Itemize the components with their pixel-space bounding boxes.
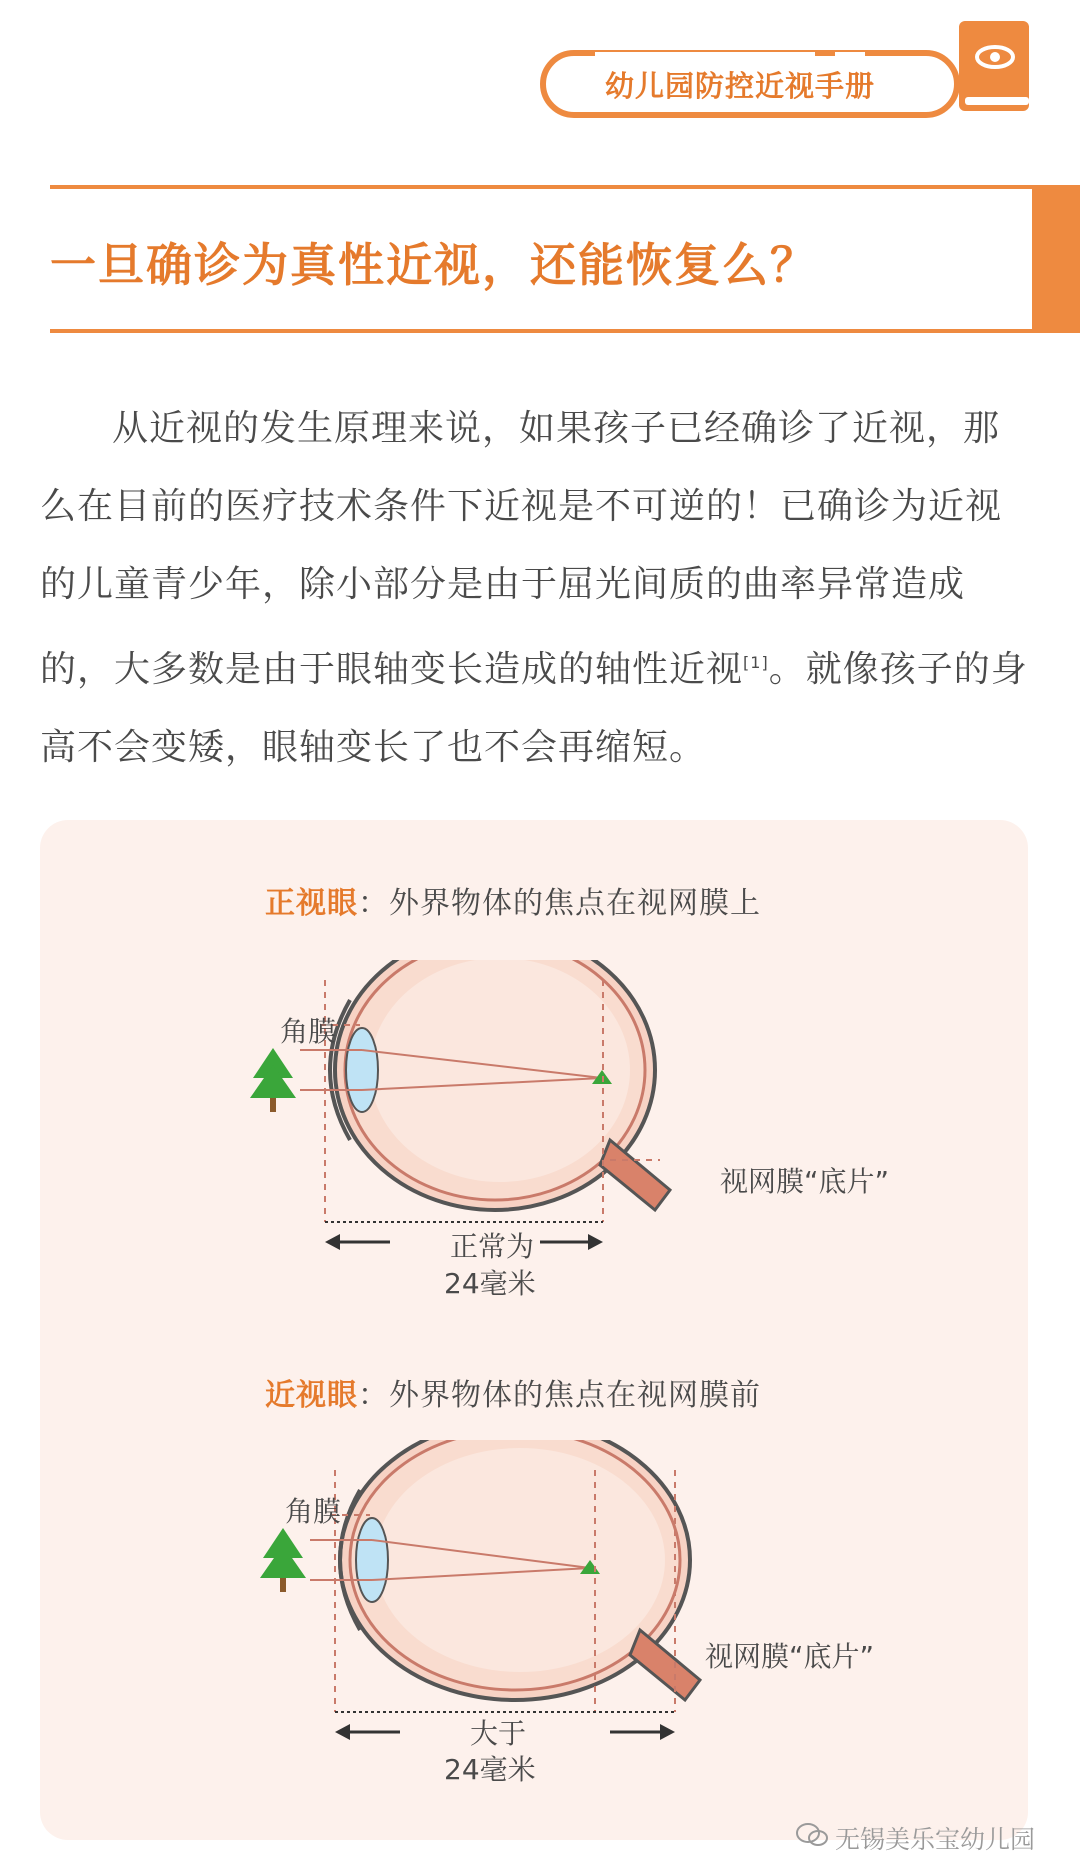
normal-eye-term: 正视眼 bbox=[265, 886, 358, 921]
cornea-label: 角膜 bbox=[280, 1015, 337, 1048]
paragraph-text-end: 。就像孩子的身高不会变矮，眼轴变长了也不会再缩短。 bbox=[40, 649, 1028, 768]
tree-icon bbox=[260, 1528, 306, 1592]
title-band bbox=[50, 185, 1080, 333]
paragraph-text: 从近视的发生原理来说，如果孩子已经确诊了近视，那么在目前的医疗技术条件下近视是不可逆的！已确诊为近视的儿童青少年，除小部分是由于屈光间质的曲率异常造成的，大多数是由于眼轴变长造成的轴性近视 bbox=[40, 408, 1003, 690]
length-value: 24毫米 bbox=[444, 1753, 536, 1786]
length-label: 正常为 bbox=[450, 1230, 535, 1263]
cornea-label: 角膜 bbox=[285, 1495, 342, 1528]
myopia-eye-desc: ：外界物体的焦点在视网膜前 bbox=[358, 1378, 761, 1413]
handbook-title: 幼儿园防控近视手册 bbox=[605, 69, 876, 103]
header-badge bbox=[535, 12, 1035, 122]
badge-gap bbox=[595, 52, 815, 58]
badge-gap bbox=[835, 52, 865, 58]
length-label: 大于 bbox=[470, 1717, 527, 1750]
wechat-icon bbox=[795, 1822, 829, 1848]
citation-mark: [1] bbox=[743, 653, 769, 672]
myopia-eye-term: 近视眼 bbox=[265, 1378, 358, 1413]
myopia-eye-caption bbox=[265, 1370, 761, 1414]
length-value: 24毫米 bbox=[444, 1267, 536, 1300]
section-title: 一旦确诊为真性近视，还能恢复么？ bbox=[50, 238, 818, 292]
tree-icon bbox=[250, 1048, 296, 1112]
retina-label: 视网膜“底片” bbox=[705, 1640, 875, 1673]
body-paragraph bbox=[40, 390, 1030, 787]
normal-eye-desc: ：外界物体的焦点在视网膜上 bbox=[358, 886, 761, 921]
normal-eye-caption bbox=[265, 878, 761, 922]
retina-label: 视网膜“底片” bbox=[720, 1165, 890, 1198]
eye-book-icon bbox=[955, 17, 1035, 117]
source-watermark: 无锡美乐宝幼儿园 bbox=[835, 1825, 1036, 1854]
